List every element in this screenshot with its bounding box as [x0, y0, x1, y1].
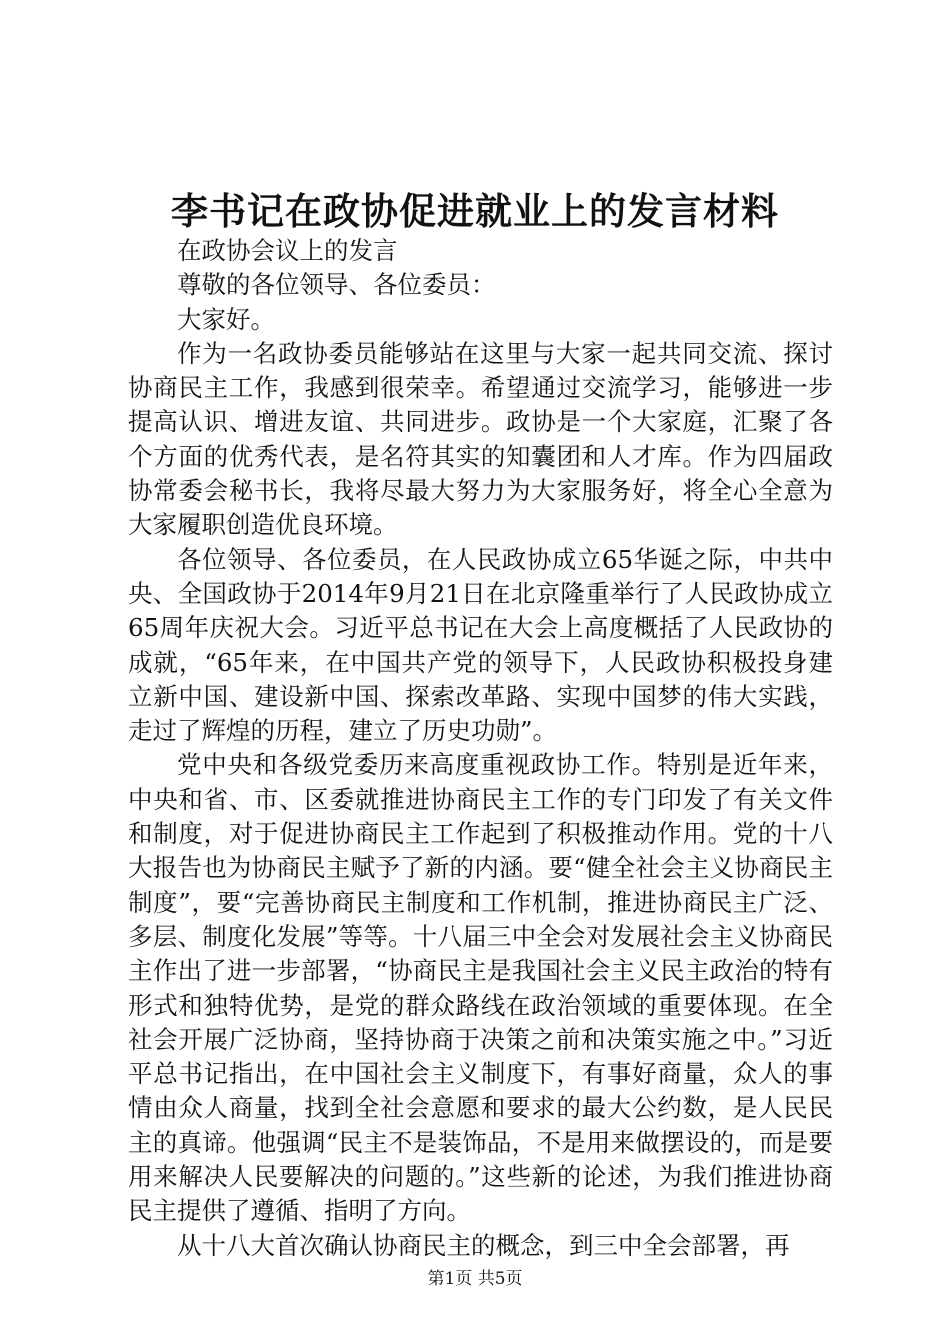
paragraph-introduction: 作为一名政协委员能够站在这里与大家一起共同交流、探讨协商民主工作，我感到很荣幸。希望通过交流学习，能够进一步提高认识、增进友谊、共同进步。政协是一个大家庭，汇聚了各个方面的优秀代表，是名符其实的知囊团和人才库。作为四届政协常委会秘书长，我将尽最大努力为大家服务好，将全心全意为大家履职创造优良环境。	[128, 338, 833, 540]
page-footer: 第1页 共5页	[427, 1269, 523, 1289]
paragraph-continuation: 从十八大首次确认协商民主的概念，到三中全会部署，再	[177, 1230, 790, 1260]
paragraph-consultative-democracy: 党中央和各级党委历来高度重视政协工作。特别是近年来，中央和省、市、区委就推进协商民主工作的专门印发了有关文件和制度，对于促进协商民主工作起到了积极推动作用。党的十八大报告也为协商民主赋予了新的内涵。要“健全社会主义协商民主制度”，要“完善协商民主制度和工作机制，推进协商民主广泛、多层、制度化发展”等等。十八届三中全会对发展社会主义协商民主作出了进一步部署，“协商民主是我国社会主义民主政治的特有形式和独特优势，是党的群众路线在政治领域的重要体现。在全社会开展广泛协商，坚持协商于决策之前和决策实施之中。”习近平总书记指出，在中国社会主义制度下，有事好商量，众人的事情由众人商量，找到全社会意愿和要求的最大公约数，是人民民主的真谛。他强调“民主不是装饰品，不是用来做摆设的，而是要用来解决人民要解决的问题的。”这些新的论述，为我们推进协商民主提供了遵循、指明了方向。	[128, 750, 833, 1226]
document-body	[128, 234, 833, 1263]
paragraph-greeting: 大家好。	[177, 304, 275, 334]
paragraph-subtitle: 在政协会议上的发言	[177, 236, 398, 265]
paragraph-anniversary: 各位领导、各位委员，在人民政协成立65华诞之际，中共中央、全国政协于2014年9月21日在北京隆重举行了人民政协成立65周年庆祝大会。习近平总书记在大会上高度概括了人民政协的成就，“65年来，在中国共产党的领导下，人民政协积极投身建立新中国、建设新中国、探索改革路、实现中国梦的伟大实践，走过了辉煌的历程，建立了历史功勋”。	[128, 544, 833, 746]
document-title: 李书记在政协促进就业上的发言材料	[171, 189, 779, 233]
paragraph-salutation: 尊敬的各位领导、各位委员：	[177, 270, 496, 300]
